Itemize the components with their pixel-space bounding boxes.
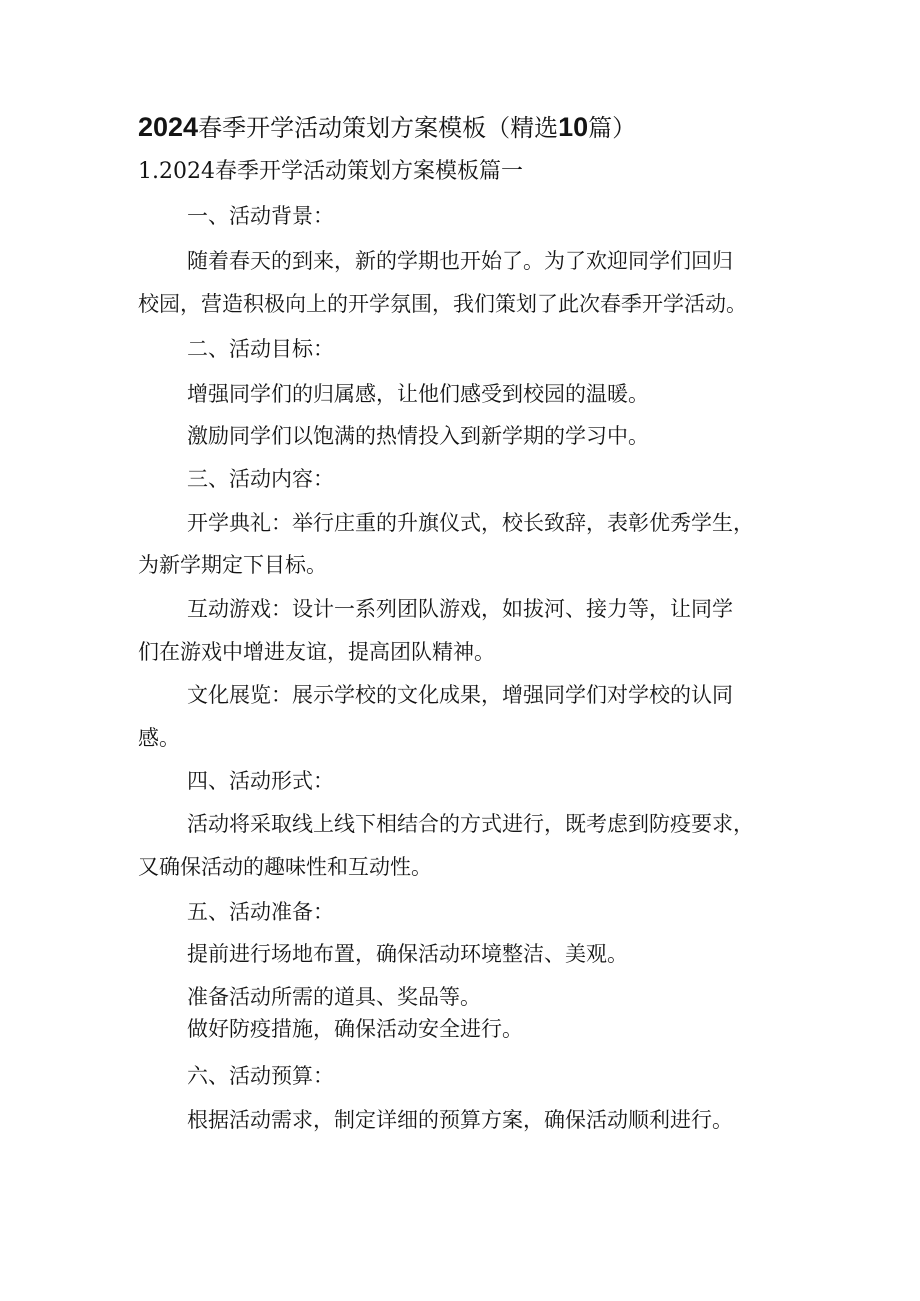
paragraph-line: 活动将采取线上线下相结合的方式进行，既考虑到防疫要求， xyxy=(187,812,754,836)
heading-budget: 六、活动预算： xyxy=(187,1064,334,1088)
paragraph-line: 又确保活动的趣味性和互动性。 xyxy=(138,855,432,879)
title-suffix: 篇） xyxy=(588,114,637,142)
paragraph-line: 文化展览：展示学校的文化成果，增强同学们对学校的认同 xyxy=(187,683,733,707)
document-title xyxy=(138,114,636,141)
heading-format: 四、活动形式： xyxy=(187,769,334,793)
paragraph-line: 们在游戏中增进友谊，提高团队精神。 xyxy=(138,640,495,664)
heading-preparation: 五、活动准备： xyxy=(187,900,334,924)
paragraph-line: 根据活动需求，制定详细的预算方案，确保活动顺利进行。 xyxy=(187,1108,733,1132)
paragraph-line: 开学典礼：举行庄重的升旗仪式，校长致辞，表彰优秀学生， xyxy=(187,511,754,535)
list-item: 激励同学们以饱满的热情投入到新学期的学习中。 xyxy=(187,424,649,448)
list-item: 准备活动所需的道具、奖品等。 xyxy=(187,985,481,1009)
paragraph-line: 为新学期定下目标。 xyxy=(138,553,327,577)
paragraph-line: 互动游戏：设计一系列团队游戏，如拔河、接力等，让同学 xyxy=(187,597,733,621)
section-subtitle: 1.2024春季开学活动策划方案模板篇一 xyxy=(138,159,523,184)
heading-content: 三、活动内容： xyxy=(187,467,334,491)
title-count: 10 xyxy=(558,112,589,142)
heading-goals: 二、活动目标： xyxy=(187,337,334,361)
list-item: 提前进行场地布置，确保活动环境整洁、美观。 xyxy=(187,942,628,966)
heading-background: 一、活动背景： xyxy=(187,204,334,228)
paragraph-line: 感。 xyxy=(138,726,180,750)
list-item: 增强同学们的归属感，让他们感受到校园的温暖。 xyxy=(187,382,649,406)
paragraph-line: 校园，营造积极向上的开学氛围，我们策划了此次春季开学活动。 xyxy=(138,292,747,316)
title-year: 2024 xyxy=(138,112,199,142)
title-text: 春季开学活动策划方案模板（精选 xyxy=(198,114,559,142)
paragraph-line: 随着春天的到来，新的学期也开始了。为了欢迎同学们回归 xyxy=(187,249,733,273)
list-item: 做好防疫措施，确保活动安全进行。 xyxy=(187,1017,523,1041)
